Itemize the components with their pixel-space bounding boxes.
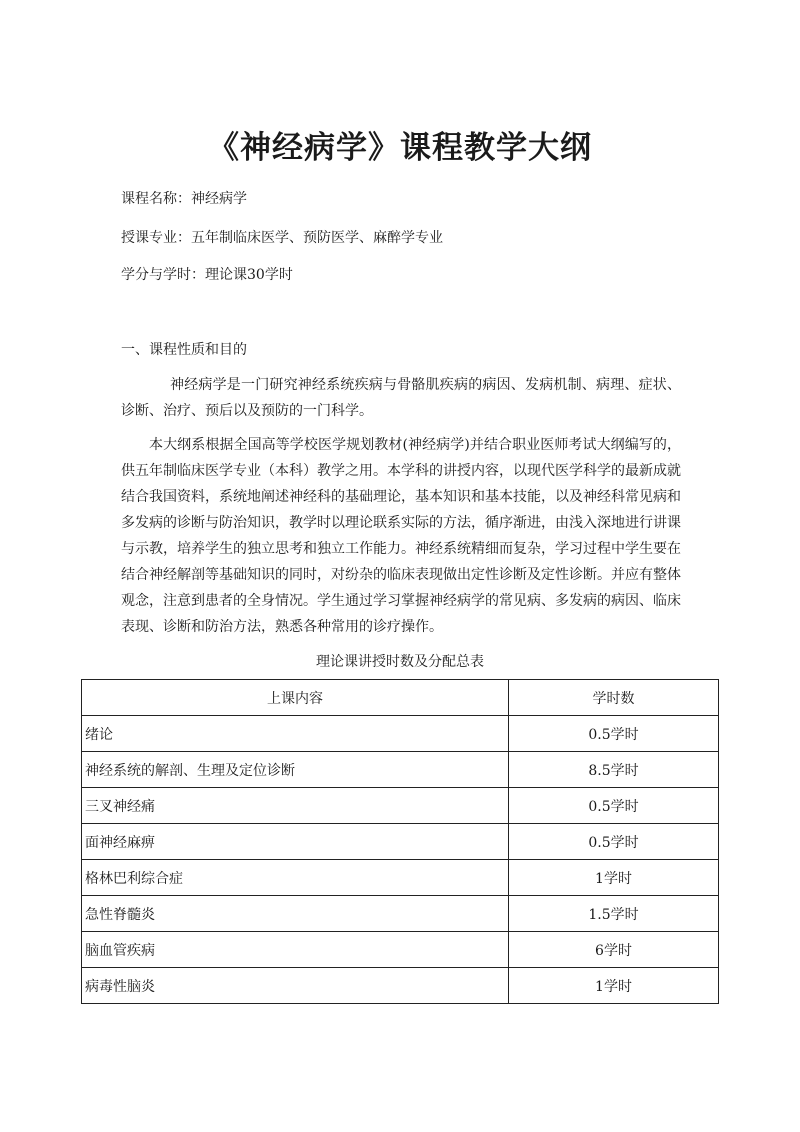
row-hours: 1学时 [509, 968, 719, 1004]
table-row [82, 824, 719, 860]
header-hours: 学时数 [509, 680, 719, 716]
row-topic: 三叉神经痛 [82, 788, 509, 824]
table-row [82, 896, 719, 932]
course-name: 课程名称：神经病学 [121, 191, 247, 207]
row-topic: 病毒性脑炎 [82, 968, 509, 1004]
row-topic: 神经系统的解剖、生理及定位诊断 [82, 752, 509, 788]
row-hours: 6学时 [509, 932, 719, 968]
table-row [82, 968, 719, 1004]
paragraph-intro: 神经病学是一门研究神经系统疾病与骨骼肌疾病的病因、发病机制、病理、症状、诊断、治疗、预后以及预防的一门科学。 [121, 377, 681, 419]
header-content: 上课内容 [82, 680, 509, 716]
table-row [82, 752, 719, 788]
hours-table [81, 679, 719, 1004]
document-title: 《神经病学》课程教学大纲 [208, 130, 592, 166]
row-hours: 1学时 [509, 860, 719, 896]
paragraph-description: 本大纲系根据全国高等学校医学规划教材(神经病学)并结合职业医师考试大纲编写的，供五年制临床医学专业（本科）教学之用。本学科的讲授内容，以现代医学科学的最新成就结合我国资料，系统地阐述神经科的基础理论，基本知识和基本技能，以及神经科常见病和多发病的诊断与防治知识，教学时以理论联系实际的方法，循序渐进，由浅入深地进行讲课与示教，培养学生的独立思考和独立工作能力。神经系统精细而复杂，学习过程中学生要在结合神经解剖等基础知识的同时，对纷杂的临床表现做出定性诊断及定性诊断。并应有整体观念，注意到患者的全身情况。学生通过学习掌握神经病学的常见病、多发病的病因、临床表现、诊断和防治方法，熟悉各种常用的诊疗操作。 [121, 437, 681, 635]
row-topic: 脑血管疾病 [82, 932, 509, 968]
row-topic: 急性脊髓炎 [82, 896, 509, 932]
row-hours: 0.5学时 [509, 716, 719, 752]
row-topic: 面神经麻痹 [82, 824, 509, 860]
row-hours: 8.5学时 [509, 752, 719, 788]
table-row [82, 932, 719, 968]
row-hours: 0.5学时 [509, 824, 719, 860]
table-row [82, 788, 719, 824]
row-topic: 绪论 [82, 716, 509, 752]
table-header-row [82, 680, 719, 716]
course-major: 授课专业：五年制临床医学、预防医学、麻醉学专业 [121, 230, 443, 246]
row-hours: 1.5学时 [509, 896, 719, 932]
table-row [82, 860, 719, 896]
row-hours: 0.5学时 [509, 788, 719, 824]
row-topic: 格林巴利综合症 [82, 860, 509, 896]
course-credits: 学分与学时：理论课30学时 [121, 267, 293, 283]
section-heading-1: 一、课程性质和目的 [121, 342, 247, 358]
table-caption: 理论课讲授时数及分配总表 [316, 654, 484, 670]
table-row [82, 716, 719, 752]
